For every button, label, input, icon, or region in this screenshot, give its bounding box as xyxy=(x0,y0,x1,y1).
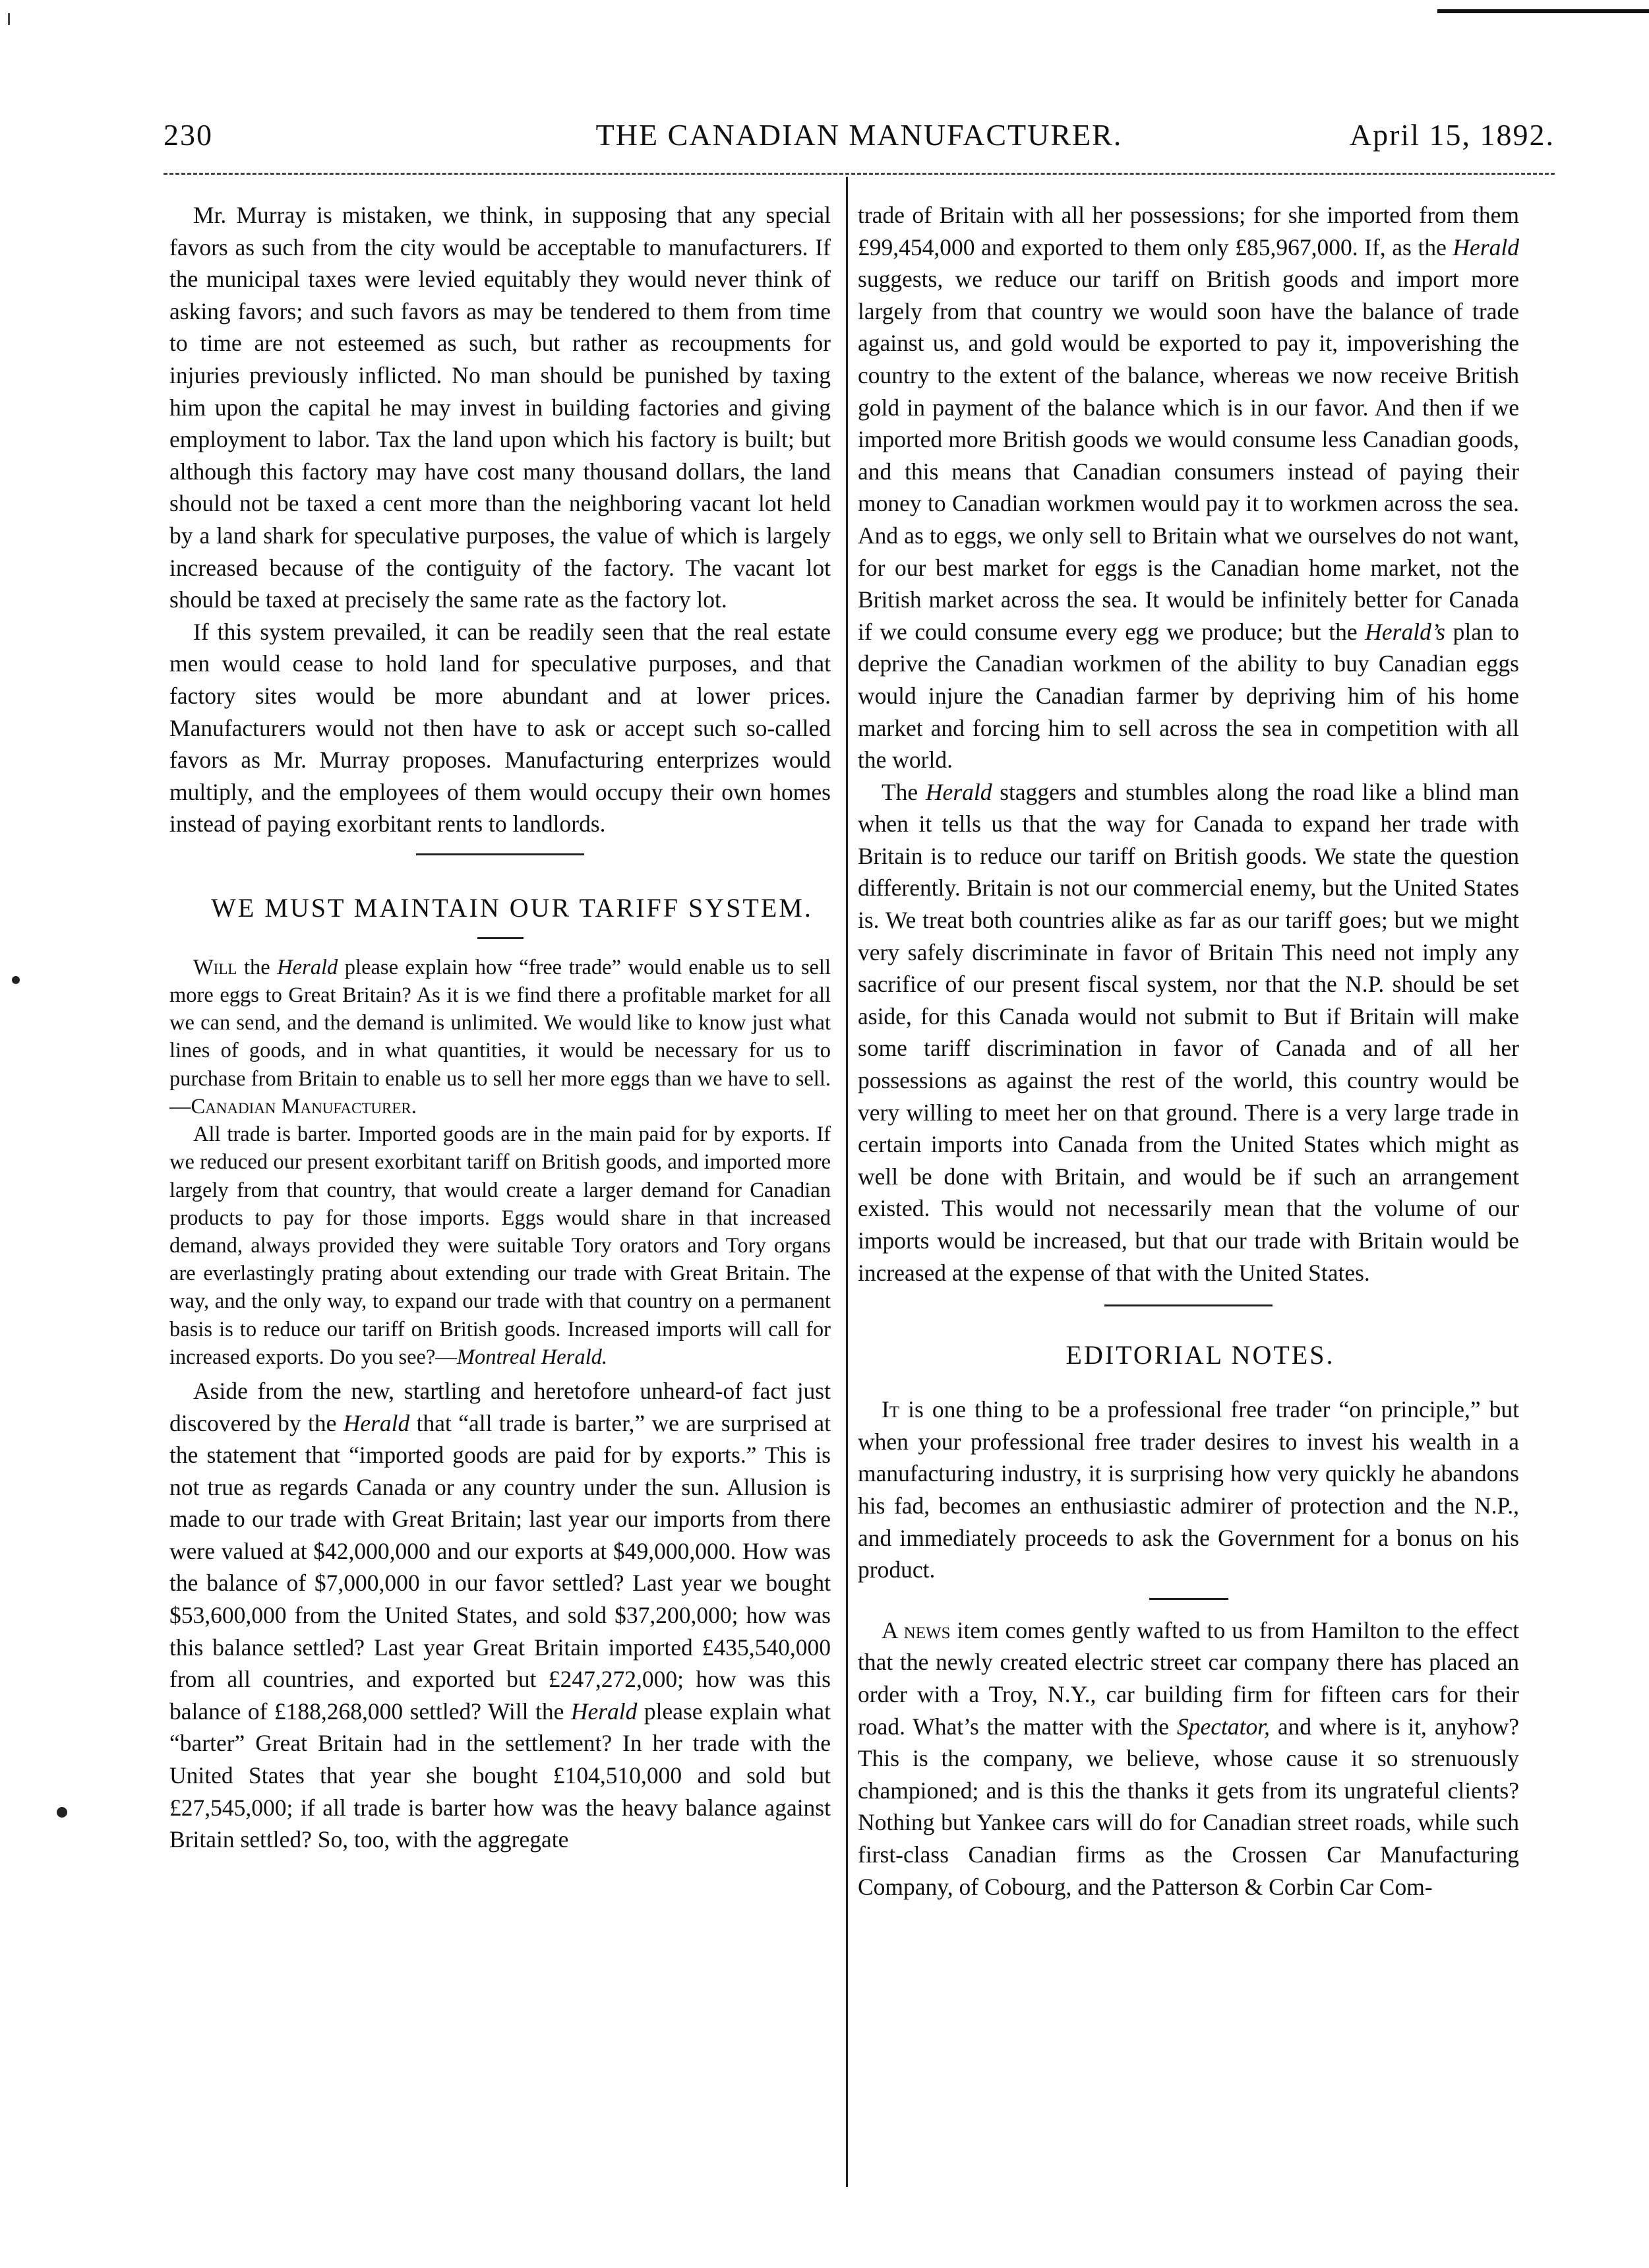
margin-mark xyxy=(57,1807,67,1818)
article-paragraph: Aside from the new, startling and heretofore unheard-of fact just discovered by the Herald that “all trade is barter,” we are surprised at the statement that “imported goods are paid for by exports.” This is not true as regards Canada or any country under the sun. Allusion is made to our trade with Great Britain; last year our imports from there were valued at $42,000,000 and our exports at $49,000,000. How was the balance of $7,000,000 in our favor settled? Last year we bought $53,600,000 from the United States, and sold $37,200,000; how was this balance settled? Last year Great Britain imported £435,540,000 from all countries, and exported but £247,272,000; how was this balance of £188,268,000 settled? Will the Herald please explain what “barter” Great Britain had in the settlement? In her trade with the United States that year she bought £104,510,000 and sold but £27,545,000; if all trade is barter how was the heavy balance against Britain settled? So, too, with the aggregate xyxy=(169,1377,831,1853)
right-column xyxy=(858,199,1519,1903)
publication-name: Herald xyxy=(277,955,338,979)
publication-name: Herald xyxy=(1453,233,1519,261)
editorial-note: A news item comes gently wafted to us from Hamilton to the effect that the newly created electric street car company there has placed an order with a Troy, N.Y., car building firm for fifteen cars for their road. What’s the matter with the Spectator, and where is it, anyhow? This is the company, we believe, whose cause it so strenuously championed; and is this the thanks it gets from its ungrateful clients? Nothing but Yankee cars will do for Canadian street roads, while such first-class Canadian firms as the Crossen Car Manufacturing Company, of Cobourg, and the Patterson & Corbin Car Com- xyxy=(858,1616,1519,1900)
page-number: 230 xyxy=(164,118,213,152)
editorial-note: It is one thing to be a professional free trader “on principle,” but when your professional free trader desires to invest his wealth in a manufacturing industry, it is surprising how very quickly he abandons his fad, becomes an enthusiastic admirer of protection and the N.P., and immediately proceeds to ask the Government for a bonus on his product. xyxy=(858,1396,1519,1583)
publication-name: Herald’s xyxy=(1365,618,1445,645)
issue-date: April 15, 1892. xyxy=(1349,118,1555,152)
quote-source: Canadian Manufacturer. xyxy=(191,1094,417,1119)
section-rule xyxy=(1104,1304,1273,1306)
page-header xyxy=(164,117,1555,157)
quote-source: Montreal Herald. xyxy=(456,1345,607,1369)
note-separator xyxy=(1149,1598,1228,1600)
column-divider xyxy=(846,177,848,2187)
top-edge-rule xyxy=(1437,9,1649,13)
publication-name: Herald xyxy=(343,1409,410,1436)
article-paragraph: If this system prevailed, it can be readily seen that the real estate men would cease to hold land for speculative purposes, and that factory sites would be more abundant and at lower prices. Manufacturers would not then have to ask or accept such so-called favors as Mr. Murray proposes. Manufacturing enterprizes would multiply, and the employees of them would occupy their own homes instead of paying exorbitant rents to landlords. xyxy=(169,618,831,838)
left-column xyxy=(169,199,831,1856)
section-heading: WE MUST MAINTAIN OUR TARIFF SYSTEM. xyxy=(211,892,813,923)
article-paragraph: The Herald staggers and stumbles along the road like a blind man when it tells us that the way for Canada to expand her trade with Britain is to reduce our tariff on British goods. We state the question differently. Britain is not our commercial enemy, but the United States is. We treat both countries alike as far as our tariff goes; but we might very safely discriminate in favor of Britain This need not imply any sacrifice of our present fiscal system, nor that the N.P. should be set aside, for this Canada would not submit to But if Britain will make some tariff discrimination in favor of Canada and of all her possessions as against the rest of the world, this country would be very willing to meet her on that ground. There is a very large trade in certain imports into Canada from the United States which might as well be done with Britain, and would be if such an arrangement existed. This would not necessarily mean that the volume of our imports would be increased, but that our trade with Britain would be increased at the expense of that with the United States. xyxy=(858,778,1519,1286)
article-paragraph: trade of Britain with all her possessions; for she imported from them £99,454,000 and exported to them only £85,967,000. If, as the Herald suggests, we reduce our tariff on British goods and import more largely from that country we would soon have the balance of trade against us, and gold would be exported to pay it, impoverishing the country to the extent of the balance, whereas we now receive British gold in payment of the balance which is in our favor. And then if we imported more British goods we would consume less Canadian goods, and this means that Canadian consumers instead of paying their money to Canadian workmen would pay it to workmen across the sea. And as to eggs, we only sell to Britain what we ourselves do not want, for our best market for eggs is the Canadian home market, not the British market across the sea. It would be infinitely better for Canada if we could consume every egg we produce; but the Herald’s plan to deprive the Canadian workmen of the ability to buy Canadian eggs would injure the Canadian farmer by depriving him of his home market and forcing him to sell across the sea in competition with all the world. xyxy=(858,202,1519,774)
margin-mark xyxy=(12,976,20,984)
lead-word: A news xyxy=(882,1616,951,1643)
header-rule xyxy=(164,173,1555,175)
section-rule xyxy=(416,853,584,855)
heading-rule xyxy=(477,937,524,939)
quoted-paragraph: All trade is barter. Imported goods are in the main paid for by exports. If we reduced our present exorbitant tariff on British goods, and imported more largely from that country, that would create a larger demand for Canadian products to pay for those imports. Eggs would share in that increased demand, always provided they were suitable Tory orators and Tory organs are everlastingly prating about extending our trade with Great Britain. The way, and the only way, to expand our trade with that country on a permanent basis is to reduce our tariff on British goods. Increased imports will call for increased exports. Do you see?—Montreal Herald. xyxy=(169,1122,831,1369)
lead-word: It xyxy=(882,1396,900,1423)
publication-name: Herald xyxy=(570,1698,638,1725)
publication-name: Spectator, xyxy=(1176,1713,1270,1740)
section-heading: EDITORIAL NOTES. xyxy=(1065,1340,1335,1370)
article-paragraph: Mr. Murray is mistaken, we think, in supposing that any special favors as such from the city would be acceptable to manufacturers. If the municipal taxes were levied equitably they would never think of asking favors; and such favors as may be tendered to them from time to time are not esteemed as such, but rather as recoupments for injuries previously inflicted. No man should be punished by taxing him upon the capital he may invest in building factories and giving employment to labor. Tax the land upon which his factory is built; but although this factory may have cost many thousand dollars, the land should not be taxed a cent more than the neighboring vacant lot held by a land shark for speculative purposes, the value of which is largely increased because of the contiguity of the factory. The vacant lot should be taxed at precisely the same rate as the factory lot. xyxy=(169,202,831,613)
edge-mark xyxy=(8,13,10,25)
publication-title: THE CANADIAN MANUFACTURER. xyxy=(595,118,1123,152)
lead-word: Will xyxy=(193,955,237,979)
publication-name: Herald xyxy=(925,778,992,805)
quoted-paragraph: Will the Herald please explain how “free trade” would enable us to sell more eggs to Great Britain? As it is we find there a profitable market for all we can send, and the demand is unlimited. We would like to know just what lines of goods, and in what quantities, it would be necessary for us to purchase from Britain to enable us to sell her more eggs than we have to sell.—Canadian Manufacturer. xyxy=(169,955,831,1119)
